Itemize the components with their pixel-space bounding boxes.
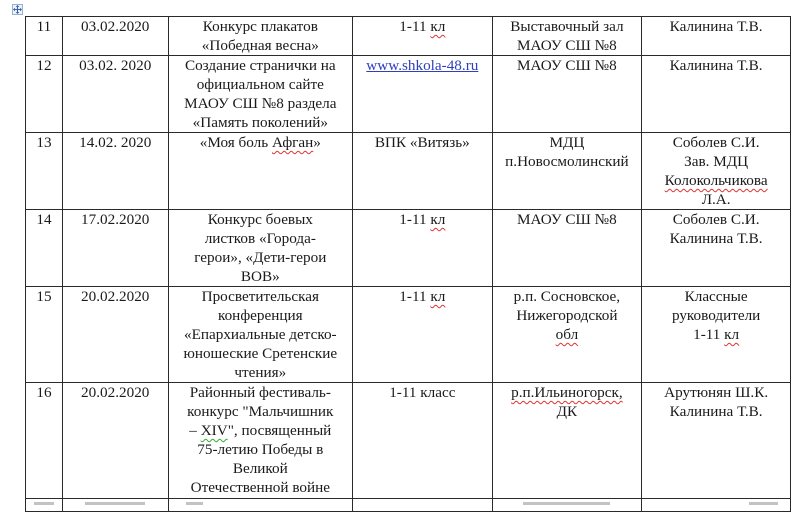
event-date: 20.02.2020 [62,287,168,383]
participants [353,56,492,133]
event-date: 17.02.2020 [62,210,168,287]
table-row [26,56,791,133]
event-place: Выставочный зал МАОУ СШ №8 [492,17,642,56]
school-website-link[interactable]: www.shkola-48.ru [366,57,479,74]
event-date: 03.02.2020 [62,17,168,56]
table-row [26,133,791,210]
participants: ВПК «Витязь» [353,133,492,210]
row-number: 15 [26,287,63,383]
participants: 1-11 кл [353,287,492,383]
move-cross-icon [13,5,22,14]
event-title: «Моя боль Афган» [168,133,353,210]
row-number: 14 [26,210,63,287]
event-title: Конкурс боевых листков «Города- герои», «Дети-герои ВОВ» [168,210,353,287]
row-number: 12 [26,56,63,133]
row-number: 16 [26,383,63,499]
row-number: 13 [26,133,63,210]
event-title: Просветительская конференция «Епархиальные детско- юношеские Сретенские чтения» [168,287,353,383]
event-place: МАОУ СШ №8 [492,210,642,287]
event-date: 14.02. 2020 [62,133,168,210]
table-row [26,210,791,287]
participants: 1-11 кл [353,17,492,56]
responsible: Соболев С.И. Зав. МДЦ Колокольчикова Л.А. [642,133,791,210]
event-place: р.п.Ильиногорск, ДК [492,383,642,499]
row-number: 11 [26,17,63,56]
event-date: 03.02. 2020 [62,56,168,133]
responsible: Соболев С.И. Калинина Т.В. [642,210,791,287]
event-date: 20.02.2020 [62,383,168,499]
events-plan-table [25,16,791,512]
table-row [26,383,791,499]
event-title: Районный фестиваль- конкурс "Мальчишник – XIV", посвященный 75-летию Победы в Великой Отечественной войне [168,383,353,499]
event-place: р.п. Сосновское, Нижегородской обл [492,287,642,383]
responsible: Калинина Т.В. [642,17,791,56]
participants: 1-11 класс [353,383,492,499]
event-title: Создание странички на официальном сайте МАОУ СШ №8 раздела «Память поколений» [168,56,353,133]
responsible: Арутюнян Ш.К. Калинина Т.В. [642,383,791,499]
participants: 1-11 кл [353,210,492,287]
event-title: Конкурс плакатов «Победная весна» [168,17,353,56]
table-row-cut-off [26,499,791,512]
responsible: Калинина Т.В. [642,56,791,133]
table-row [26,287,791,383]
event-place: МАОУ СШ №8 [492,56,642,133]
event-place: МДЦ п.Новосмолинский [492,133,642,210]
table-move-handle[interactable] [12,4,23,15]
responsible: Классные руководители 1-11 кл [642,287,791,383]
table-row [26,17,791,56]
